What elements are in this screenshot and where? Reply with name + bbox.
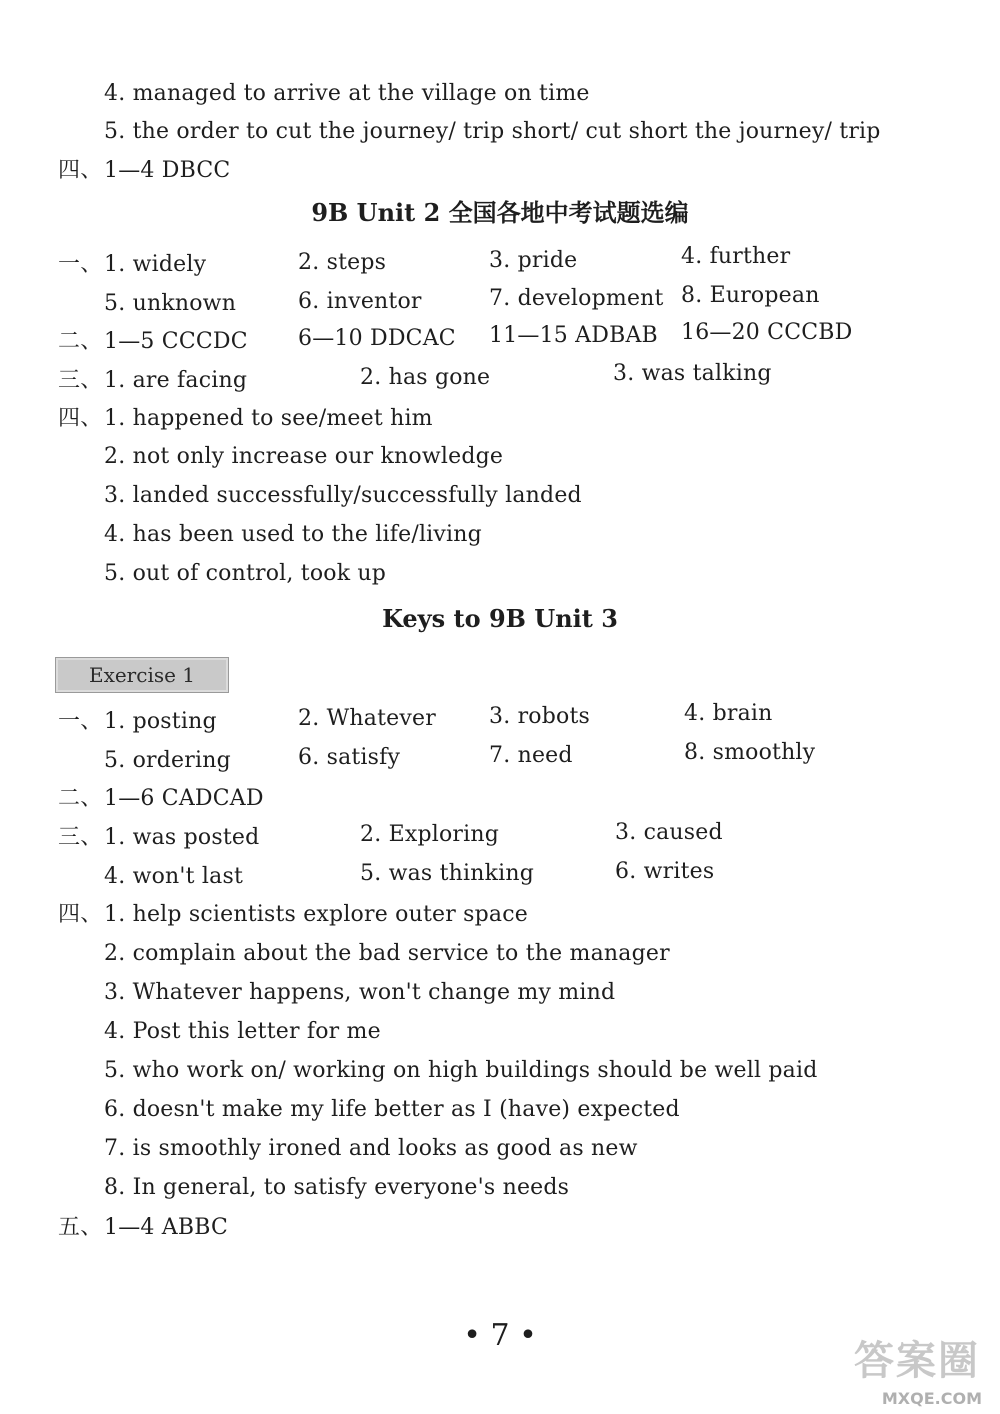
answer-item: 3. caused [615, 820, 723, 845]
answer-item: 4. brain [684, 701, 773, 726]
answer-line: 3. landed successfully/successfully landed [104, 483, 582, 508]
watermark-logo-text: 答案圈 [854, 1338, 980, 1384]
answer-item: 2. steps [298, 250, 387, 275]
answer-line: 1. happened to see/meet him [104, 406, 433, 431]
answer-item: 1—4 ABBC [104, 1215, 229, 1240]
answer-item: 8. smoothly [684, 740, 816, 765]
watermark-url: MXQE.COM [881, 1389, 982, 1408]
answer-line: 5. the order to cut the journey/ trip short/ cut short the journey/ trip [104, 119, 881, 144]
answer-item: 1—5 CCCDC [104, 329, 248, 354]
answer-item: 6. inventor [298, 289, 422, 314]
page-number: • 7 • [463, 1318, 537, 1353]
answer-line: 8. In general, to satisfy everyone's needs [104, 1175, 570, 1200]
answer-line: 4. managed to arrive at the village on time [104, 81, 590, 106]
answer-item: 2. Exploring [360, 822, 500, 847]
section-marker: 四、 [58, 902, 103, 927]
answer-item: 7. development [489, 286, 664, 311]
answer-item: 8. European [681, 283, 820, 308]
section-marker: 四、 [58, 406, 103, 431]
section-marker: 三、 [58, 368, 103, 393]
section-marker: 三、 [58, 825, 103, 850]
section-marker: 一、 [58, 252, 103, 277]
answer-item: 5. unknown [104, 291, 237, 316]
answer-line: 4. Post this letter for me [104, 1019, 381, 1044]
section-marker: 二、 [58, 329, 103, 354]
answer-item: 1. widely [104, 252, 207, 277]
answer-line: 2. not only increase our knowledge [104, 444, 504, 469]
section-marker: 五、 [58, 1215, 103, 1240]
answer-item: 6. writes [615, 859, 715, 884]
answer-item: 7. need [489, 743, 573, 768]
unit2-heading: 9B Unit 2 全国各地中考试题选编 [311, 198, 689, 227]
answer-item: 1. was posted [104, 825, 260, 850]
answer-item: 6—10 DDCAC [298, 326, 456, 351]
answer-item: 5. was thinking [360, 861, 535, 886]
answer-item: 1. posting [104, 709, 217, 734]
answer-line: 1. help scientists explore outer space [104, 902, 528, 927]
answer-line: 5. who work on/ working on high buildings should be well paid [104, 1058, 818, 1083]
answer-item: 1. are facing [104, 368, 248, 393]
answer-item: 3. was talking [613, 361, 772, 386]
answer-line: 7. is smoothly ironed and looks as good as new [104, 1136, 638, 1161]
unit3-heading: Keys to 9B Unit 3 [382, 604, 618, 633]
section-marker: 二、 [58, 786, 103, 811]
answer-line: 4. has been used to the life/living [104, 522, 482, 547]
answer-item: 4. won't last [104, 864, 243, 889]
answer-item: 3. pride [489, 248, 578, 273]
answer-item: 2. Whatever [298, 706, 436, 731]
answer-item: 3. robots [489, 704, 591, 729]
watermark-logo [838, 1338, 988, 1408]
answer-item: 4. further [681, 244, 791, 269]
answer-item: 2. has gone [360, 365, 491, 390]
answer-item: 5. ordering [104, 748, 231, 773]
answer-line: 2. complain about the bad service to the manager [104, 941, 670, 966]
answer-line: 5. out of control, took up [104, 561, 387, 586]
answer-item: 11—15 ADBAB [489, 323, 658, 348]
section-marker: 一、 [58, 709, 103, 734]
answer-line: 6. doesn't make my life better as I (have) expected [104, 1097, 680, 1122]
answer-item: 1—6 CADCAD [104, 786, 264, 811]
exercise-label: Exercise 1 [55, 657, 229, 693]
answer-item: 6. satisfy [298, 745, 401, 770]
answer-item: 16—20 CCCBD [681, 320, 853, 345]
section-marker: 四、 [58, 158, 103, 183]
answer-line: 1—4 DBCC [104, 158, 231, 183]
answer-line: 3. Whatever happens, won't change my mind [104, 980, 616, 1005]
